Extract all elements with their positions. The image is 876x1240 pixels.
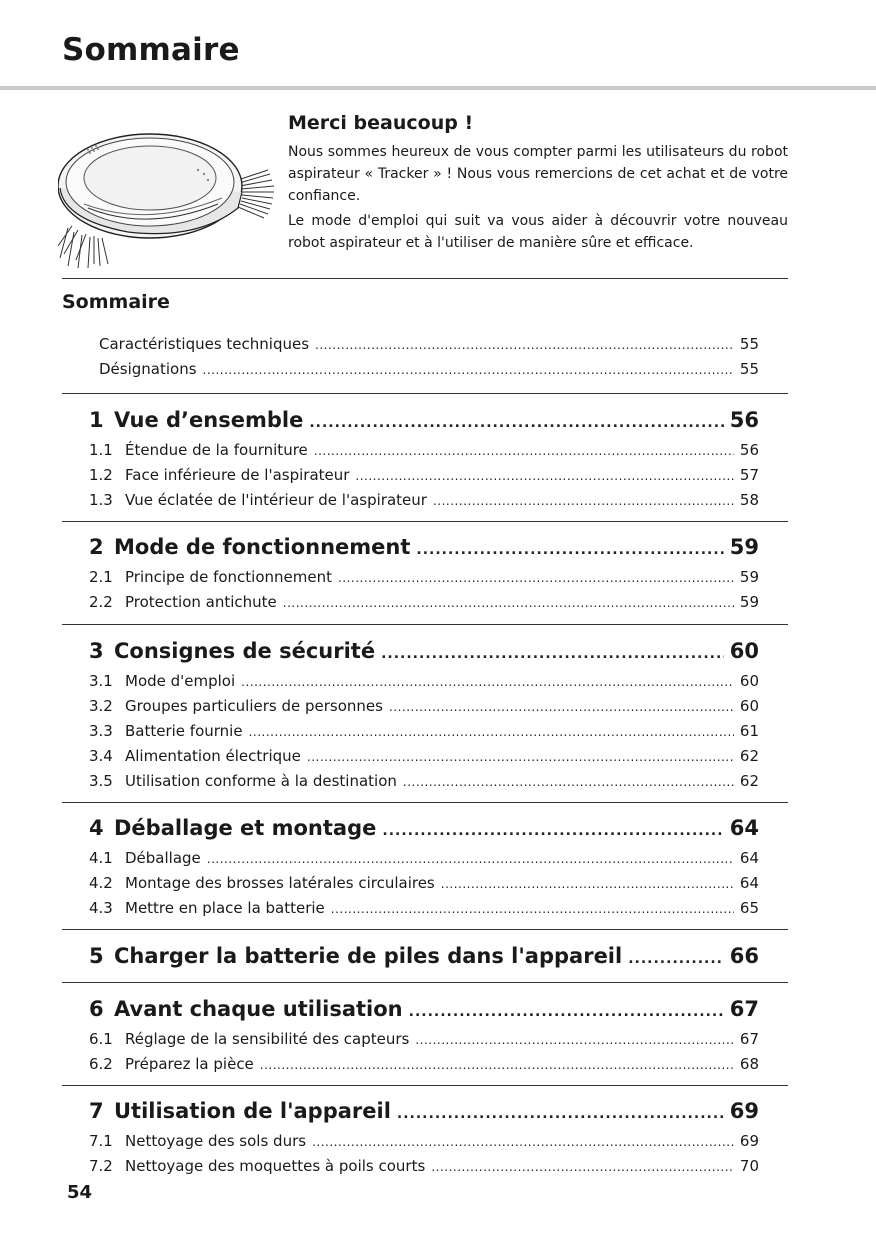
toc-entry-label: Batterie fournie (125, 722, 243, 740)
entry-number: 3.2 (89, 697, 113, 715)
toc-entry[interactable] (62, 488, 788, 513)
section-title: Déballage et montage (114, 816, 377, 840)
toc-entry-page: 67 (739, 1030, 759, 1048)
toc-section-heading[interactable] (62, 991, 788, 1027)
dot-leader (283, 591, 734, 616)
toc-entry-label: Mettre en place la batterie (125, 899, 325, 917)
toc-section-heading[interactable] (62, 938, 788, 974)
toc-section-heading[interactable] (62, 810, 788, 846)
section-title: Mode de fonctionnement (114, 535, 411, 559)
section-page: 66 (729, 944, 759, 968)
toc-entry-page: 59 (739, 593, 759, 611)
section-divider (62, 1085, 788, 1086)
toc-entry-page: 59 (739, 568, 759, 586)
toc-section-heading[interactable] (62, 1093, 788, 1129)
page-title: Sommaire (62, 32, 240, 68)
dot-leader (314, 439, 734, 464)
toc-entry[interactable] (62, 694, 788, 719)
toc-entry[interactable] (62, 1129, 788, 1154)
dot-leader (389, 695, 734, 720)
dot-leader (397, 1096, 724, 1132)
section-number: 7 (89, 1099, 104, 1123)
toc-entry-page: 69 (739, 1132, 759, 1150)
toc-entry[interactable] (62, 590, 788, 615)
section-divider (62, 624, 788, 625)
section-divider (62, 802, 788, 803)
section-page: 59 (729, 535, 759, 559)
dot-leader (203, 358, 734, 383)
entry-number: 7.1 (89, 1132, 113, 1150)
toc-entry-label: Utilisation conforme à la destination (125, 772, 397, 790)
toc-entry-page: 61 (739, 722, 759, 740)
toc-entry-page: 55 (739, 360, 759, 378)
section-number: 5 (89, 944, 104, 968)
toc-entry[interactable] (62, 565, 788, 590)
dot-leader (207, 847, 734, 872)
toc-entry[interactable] (62, 846, 788, 871)
toc-entry-page: 55 (739, 335, 759, 353)
entry-number: 2.1 (89, 568, 113, 586)
toc-section-2 (62, 529, 788, 615)
toc-section-5 (62, 938, 788, 974)
dot-leader (312, 1130, 734, 1155)
toc-section-4 (62, 810, 788, 921)
page-number: 54 (67, 1182, 93, 1203)
section-page: 64 (729, 816, 759, 840)
toc-entry-label: Étendue de la fourniture (125, 441, 308, 459)
toc-entry-label: Face inférieure de l'aspirateur (125, 466, 350, 484)
toc-entry-label: Réglage de la sensibilité des capteurs (125, 1030, 410, 1048)
section-title: Consignes de sécurité (114, 639, 376, 663)
toc-section-1 (62, 402, 788, 513)
toc-entry-label: Désignations (99, 360, 197, 378)
toc-entry[interactable] (62, 769, 788, 794)
toc-section-7 (62, 1093, 788, 1179)
toc-entry-page: 62 (739, 747, 759, 765)
intro-divider (62, 278, 788, 279)
dot-leader (331, 897, 734, 922)
toc-title: Sommaire (62, 291, 170, 313)
toc-entry-page: 56 (739, 441, 759, 459)
toc-entry[interactable] (62, 871, 788, 896)
toc-section-6 (62, 991, 788, 1077)
section-page: 56 (729, 408, 759, 432)
section-divider (62, 521, 788, 522)
section-title: Charger la batterie de piles dans l'appareil (114, 944, 623, 968)
toc-entry[interactable] (62, 896, 788, 921)
intro-paragraph-2: Le mode d'emploi qui suit va vous aider à découvrir votre nouveau robot aspirateur et à l'utiliser de manière sûre et efficace. (288, 213, 788, 251)
robot-vacuum-illustration (58, 108, 276, 270)
dot-leader (315, 333, 734, 358)
toc-section-heading[interactable] (62, 633, 788, 669)
section-page: 69 (729, 1099, 759, 1123)
entry-number: 2.2 (89, 593, 113, 611)
intro-section (288, 112, 788, 257)
section-page: 67 (729, 997, 759, 1021)
toc-entry-label: Déballage (125, 849, 201, 867)
toc-section-3 (62, 633, 788, 794)
section-title: Vue d’ensemble (114, 408, 304, 432)
toc-entry-label: Caractéristiques techniques (99, 335, 310, 353)
toc-entry-label: Alimentation électrique (125, 747, 301, 765)
toc-entry[interactable] (62, 463, 788, 488)
toc-entry[interactable] (62, 1154, 788, 1179)
section-page: 60 (729, 639, 759, 663)
dot-leader (433, 489, 734, 514)
dot-leader (307, 745, 734, 770)
section-title: Utilisation de l'appareil (114, 1099, 391, 1123)
toc-section-heading[interactable] (62, 529, 788, 565)
toc-entry-label: Vue éclatée de l'intérieur de l'aspirateur (125, 491, 427, 509)
toc-entry-page: 58 (739, 491, 759, 509)
dot-leader (338, 566, 734, 591)
toc-entry[interactable] (62, 332, 788, 357)
toc-preface (62, 332, 788, 382)
section-number: 6 (89, 997, 104, 1021)
dot-leader (409, 994, 724, 1030)
dot-leader (381, 636, 724, 672)
toc-entry[interactable] (62, 719, 788, 744)
toc-entry-label: Groupes particuliers de personnes (125, 697, 383, 715)
toc-entry[interactable] (62, 669, 788, 694)
entry-number: 6.2 (89, 1055, 113, 1073)
entry-number: 7.2 (89, 1157, 113, 1175)
entry-number: 1.2 (89, 466, 113, 484)
entry-number: 1.3 (89, 491, 113, 509)
dot-leader (431, 1155, 734, 1180)
toc-entry-page: 60 (739, 697, 759, 715)
toc-entry-page: 57 (739, 466, 759, 484)
toc-entry-page: 64 (739, 849, 759, 867)
toc-entry-label: Montage des brosses latérales circulaires (125, 874, 435, 892)
dot-leader (355, 464, 733, 489)
entry-number: 3.1 (89, 672, 113, 690)
toc-entry[interactable] (62, 1027, 788, 1052)
entry-number: 4.1 (89, 849, 113, 867)
toc-entry[interactable] (62, 438, 788, 463)
dot-leader (403, 770, 734, 795)
toc-entry-label: Mode d'emploi (125, 672, 236, 690)
section-number: 3 (89, 639, 104, 663)
dot-leader (416, 532, 723, 568)
toc-entry-label: Préparez la pièce (125, 1055, 254, 1073)
entry-number: 3.5 (89, 772, 113, 790)
toc-entry-page: 64 (739, 874, 759, 892)
toc-entry-label: Nettoyage des moquettes à poils courts (125, 1157, 426, 1175)
toc-entry-page: 65 (739, 899, 759, 917)
dot-leader (309, 405, 723, 441)
toc-entry-page: 62 (739, 772, 759, 790)
section-divider (62, 982, 788, 983)
dot-leader (628, 941, 724, 977)
dot-leader (249, 720, 734, 745)
dot-leader (382, 813, 723, 849)
entry-number: 3.4 (89, 747, 113, 765)
entry-number: 3.3 (89, 722, 113, 740)
dot-leader (415, 1028, 734, 1053)
intro-paragraph-1: Nous sommes heureux de vous compter parmi les utilisateurs du robot aspirateur « Tracker » ! Nous vous remercions de cet achat et de votre confiance. (288, 144, 788, 204)
section-divider (62, 929, 788, 930)
toc-entry-label: Principe de fonctionnement (125, 568, 332, 586)
toc-entry-page: 68 (739, 1055, 759, 1073)
dot-leader (441, 872, 734, 897)
section-number: 1 (89, 408, 104, 432)
title-divider (0, 86, 876, 90)
toc-entry[interactable] (62, 744, 788, 769)
toc-entry-label: Protection antichute (125, 593, 277, 611)
toc-entry[interactable] (62, 357, 788, 382)
intro-heading: Merci beaucoup ! (288, 112, 474, 134)
toc-entry-label: Nettoyage des sols durs (125, 1132, 307, 1150)
dot-leader (260, 1053, 734, 1078)
entry-number: 4.3 (89, 899, 113, 917)
section-number: 2 (89, 535, 104, 559)
entry-number: 6.1 (89, 1030, 113, 1048)
section-number: 4 (89, 816, 104, 840)
entry-number: 1.1 (89, 441, 113, 459)
dot-leader (241, 670, 734, 695)
toc-entry-page: 60 (739, 672, 759, 690)
entry-number: 4.2 (89, 874, 113, 892)
section-divider (62, 393, 788, 394)
toc-entry[interactable] (62, 1052, 788, 1077)
toc-section-heading[interactable] (62, 402, 788, 438)
section-title: Avant chaque utilisation (114, 997, 403, 1021)
toc-entry-page: 70 (739, 1157, 759, 1175)
